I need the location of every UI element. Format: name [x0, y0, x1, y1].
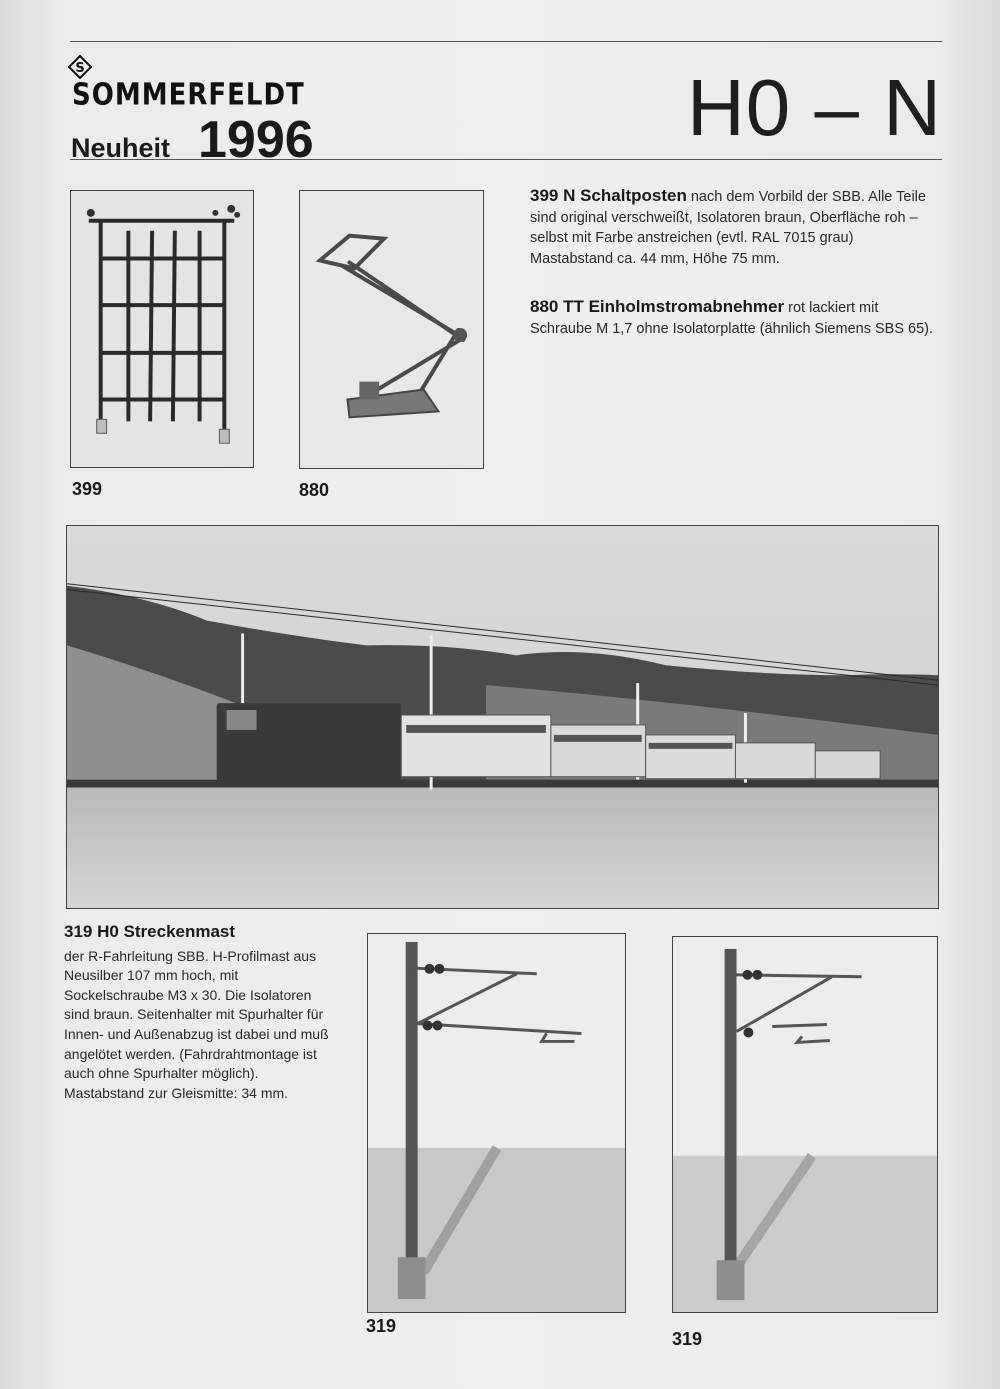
description-880: [530, 297, 940, 339]
product-title-399: 399 N Schaltposten: [530, 186, 687, 205]
product-text-880: rot lackiert mit Schraube M 1,7 ohne Isolatorplatte (ähnlich Siemens SBS 65).: [530, 300, 934, 337]
product-text-319: der R-Fahrleitung SBB. H-Profilmast aus Neusilber 107 mm hoch, mit Sockelschraube M3 x 30. Die Isolatoren sind braun. Seitenhalter mit Spurhalter für Innen- und Außenabzug ist dabei und muß angelötet werden. (Fahrdrahtmontage ist auch ohne Spurhalter möglich). Mastabstand zur Gleismitte: 34 mm.: [64, 947, 329, 1101]
streckenmast-image-a: [368, 934, 625, 1312]
caption-319-b: 319: [672, 1329, 703, 1349]
product-title-880: 880 TT Einholmstromabnehmer: [530, 297, 785, 316]
product-title-319: 319 H0 Streckenmast: [64, 922, 236, 941]
caption-399: 399: [72, 479, 103, 499]
svg-text:S: S: [75, 61, 85, 76]
train-landscape-image: [67, 526, 938, 908]
year-label: 1996: [198, 111, 314, 169]
scale-title: H0 – N: [687, 63, 942, 152]
description-399: [530, 186, 930, 269]
brand-name: SOMMERFELDT: [72, 78, 305, 113]
photo-880-pantograph: [299, 190, 484, 469]
caption-319-a: 319: [366, 1316, 397, 1336]
streckenmast-image-b: [673, 937, 937, 1312]
top-rule: [70, 41, 942, 42]
product-text-399: nach dem Vorbild der SBB. Alle Teile sind original verschweißt, Isolatoren braun, Oberfläche roh – selbst mit Farbe anstreichen (evtl. RAL 7015 grau) Mastabstand ca. 44 mm, Höhe 75 mm.: [530, 189, 926, 267]
description-319: [64, 922, 334, 1103]
pantograph-image: [300, 191, 483, 468]
photo-train-landscape: [66, 525, 939, 909]
neuheit-label: Neuheit: [71, 133, 171, 163]
caption-880: 880: [299, 480, 330, 500]
photo-319-mast-b: [672, 936, 938, 1313]
sommerfeldt-logo-icon: [68, 55, 92, 79]
photo-319-mast-a: [367, 933, 626, 1313]
schaltposten-image: [71, 191, 253, 467]
photo-399-schaltposten: [70, 190, 254, 468]
